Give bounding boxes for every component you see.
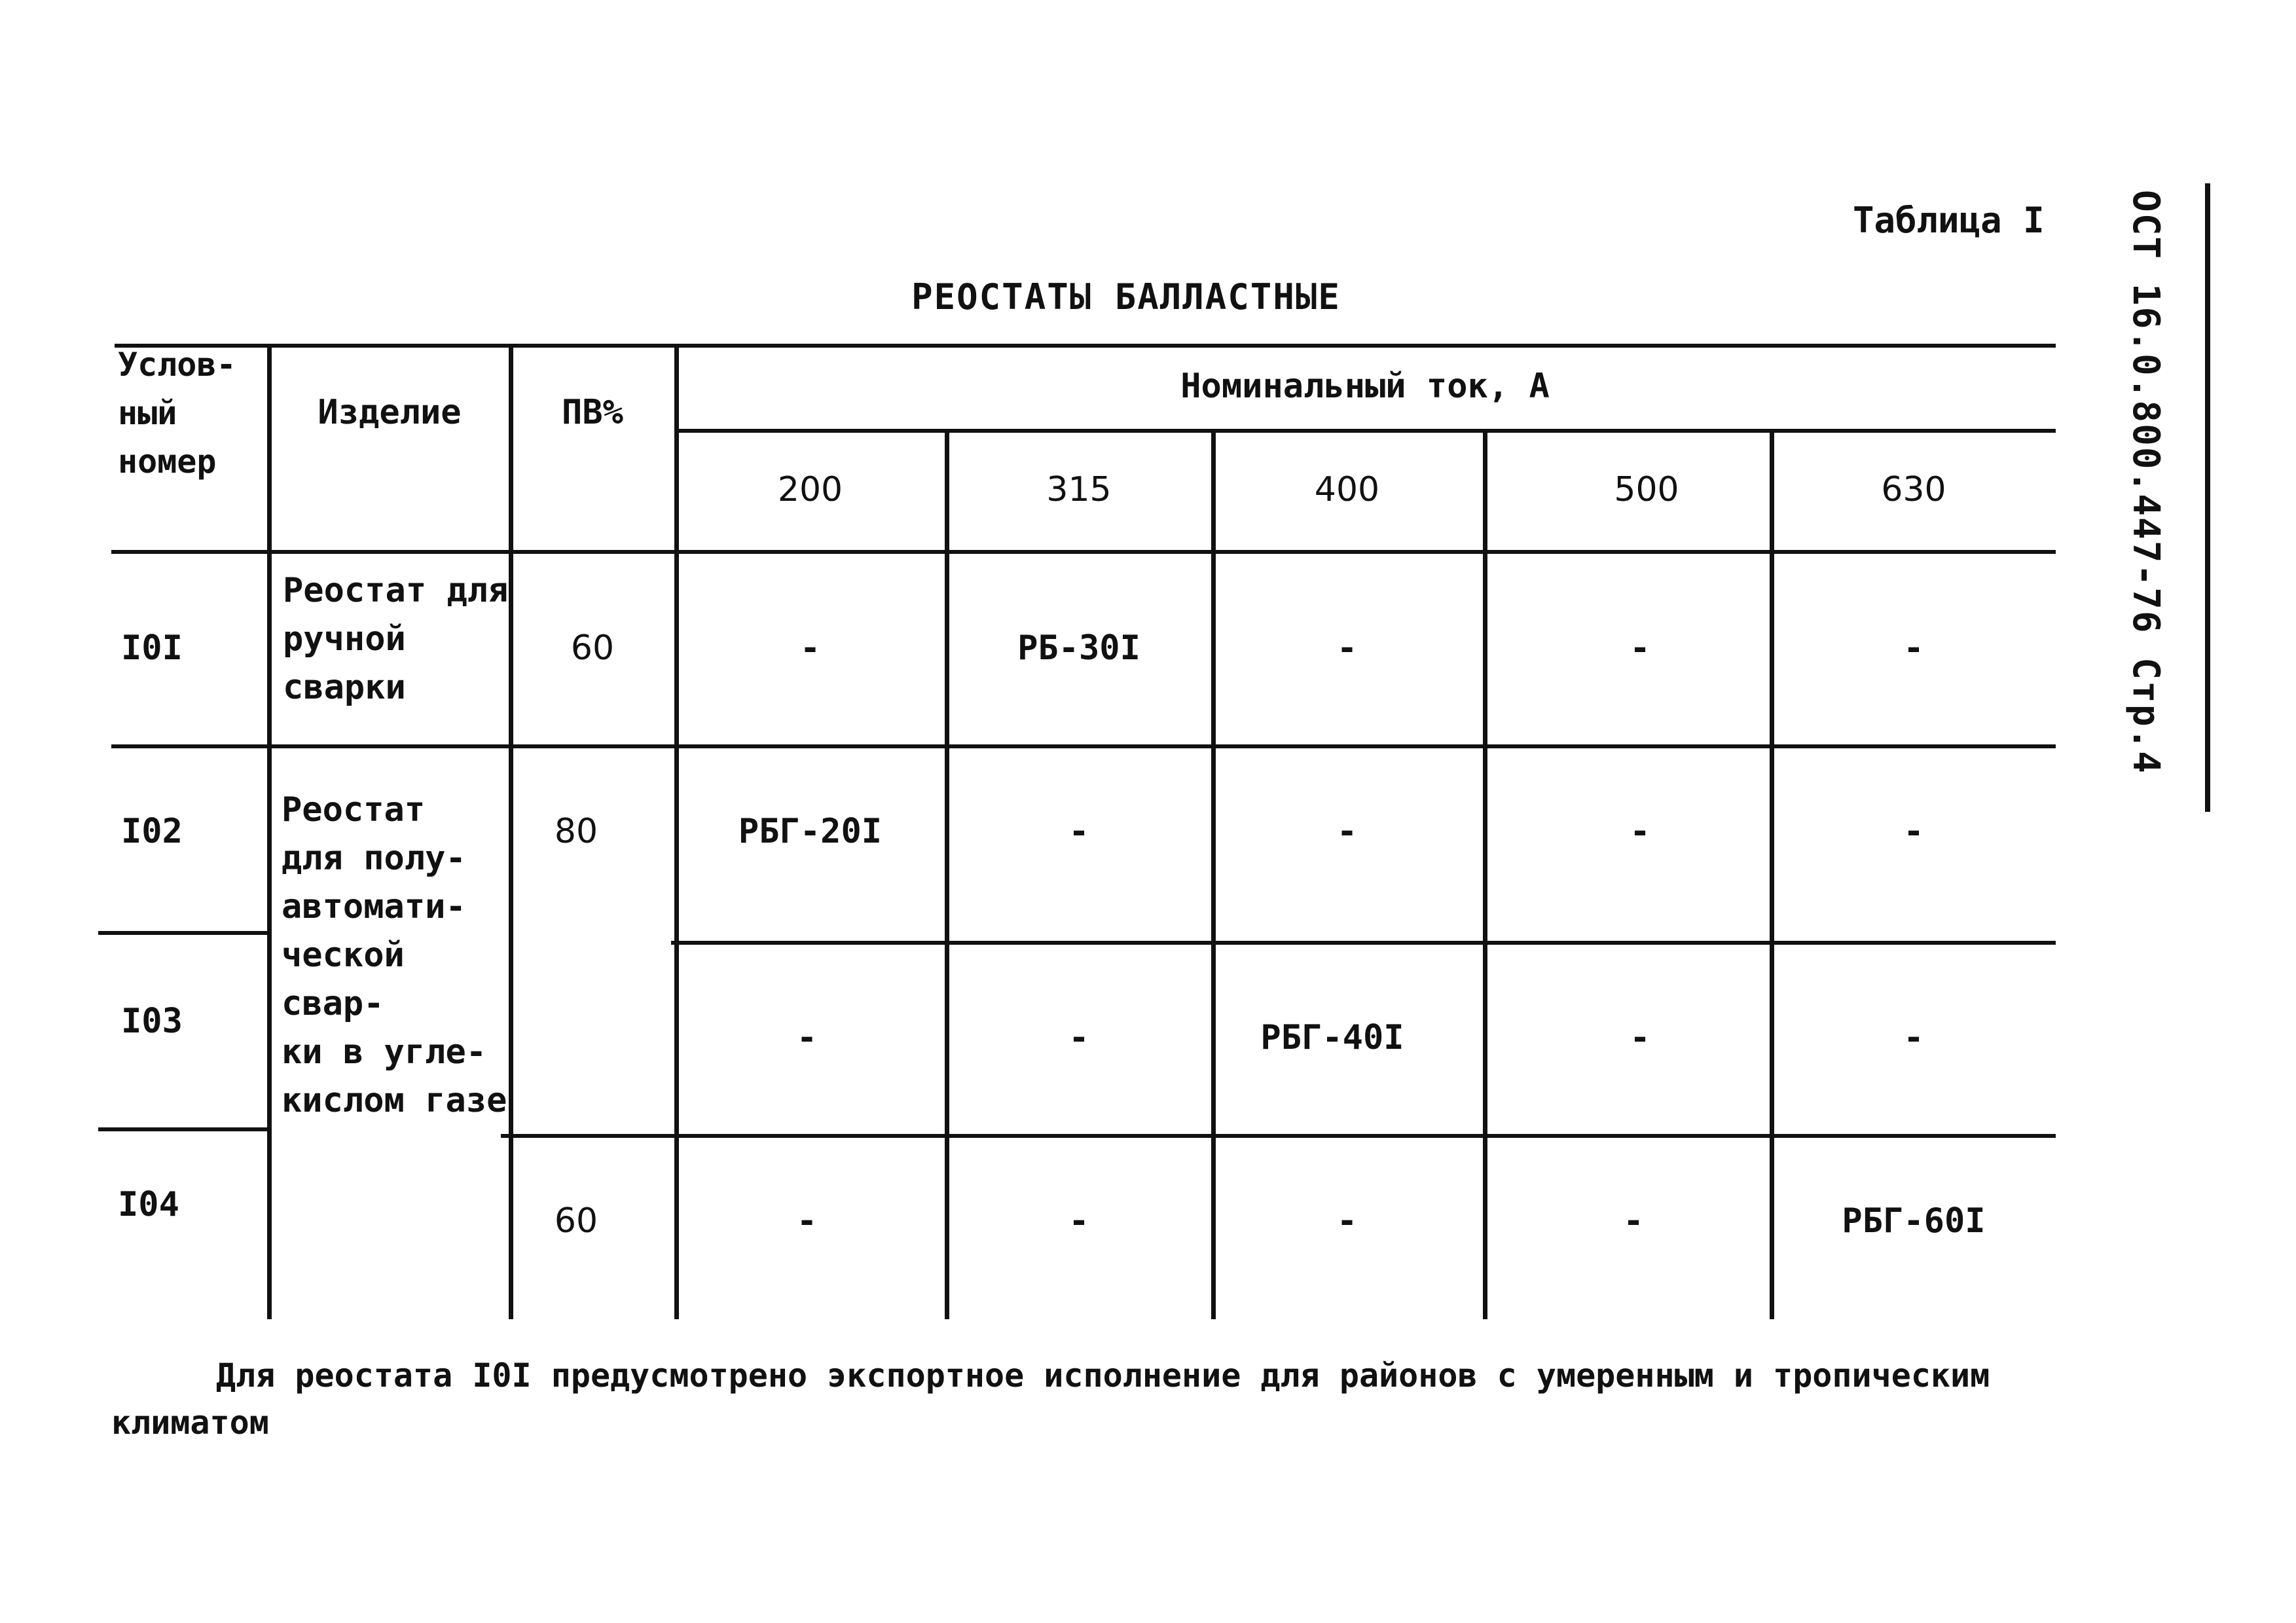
row1-bottom-line: [111, 744, 2056, 748]
row2-value-315: -: [1068, 812, 1089, 851]
row4-value-200: -: [796, 1201, 818, 1241]
row2-right-line: [671, 941, 2056, 945]
row3-number: I03: [121, 1002, 183, 1041]
row3-value-630: -: [1903, 1018, 1924, 1057]
table-label: Таблица I: [1853, 200, 2045, 241]
row3-value-500: -: [1630, 1018, 1650, 1057]
row2-value-400: -: [1336, 812, 1358, 851]
header-current-200: 200: [777, 469, 843, 509]
row3-value-400: РБГ-40I: [1260, 1018, 1404, 1057]
row2-value-630: -: [1903, 812, 1924, 851]
header-product: Изделие: [318, 393, 462, 432]
row4-value-500: -: [1623, 1201, 1644, 1241]
row1-number: I0I: [121, 629, 183, 668]
table-title-text: РЕОСТАТЫ БАЛЛАСТНЫЕ: [911, 276, 1341, 318]
header-current-315: 315: [1046, 469, 1112, 509]
row3-right-line: [501, 1134, 2056, 1138]
row4-pv: 60: [554, 1201, 598, 1241]
row4-number: I04: [118, 1185, 179, 1224]
row2-pv: 80: [554, 812, 598, 851]
header-cond-number: Услов- ный номер: [118, 346, 236, 481]
row1-value-630: -: [1903, 629, 1924, 668]
row4-value-400: -: [1336, 1201, 1358, 1241]
row2-product: Реостат для полу- автомати- ческой свар- ки в угле- кислом газе: [282, 790, 507, 1120]
row1-product: Реостат для ручной сварки: [283, 571, 509, 707]
row2-value-200: РБГ-20I: [738, 812, 883, 851]
header-current-400: 400: [1314, 469, 1380, 509]
table-title: [0, 276, 2252, 318]
row1-value-200: -: [799, 629, 821, 668]
footnote-line-2: климатом: [111, 1404, 269, 1442]
row1-value-400: -: [1336, 629, 1358, 668]
document-code: ОСТ 16.0.800.447-76 Стр.4: [2124, 190, 2167, 775]
row3-left-line: [98, 1127, 267, 1131]
row1-pv: 60: [570, 629, 615, 668]
header-pv: ПВ%: [562, 393, 623, 432]
row1-value-315: РБ-30I: [1017, 629, 1140, 668]
row2-left-line: [98, 931, 267, 935]
vline-product: [267, 344, 272, 1319]
row4-value-630: РБГ-60I: [1842, 1201, 1986, 1241]
row3-value-315: -: [1068, 1018, 1089, 1057]
row2-number: I02: [121, 812, 183, 851]
header-bottom-line: [111, 550, 2056, 554]
row4-value-315: -: [1068, 1201, 1089, 1241]
row2-value-500: -: [1630, 812, 1650, 851]
row3-value-200: -: [796, 1018, 818, 1057]
header-current-630: 630: [1881, 469, 1946, 509]
footnote: [111, 1352, 2075, 1446]
header-current-500: 500: [1614, 469, 1679, 509]
header-nominal-current: Номинальный ток, А: [1180, 367, 1550, 406]
row1-value-500: -: [1630, 629, 1650, 668]
footnote-line-1: Для реостата I0I предусмотрено экспортное исполнение для районов с умеренным и тропическим: [216, 1357, 1990, 1395]
